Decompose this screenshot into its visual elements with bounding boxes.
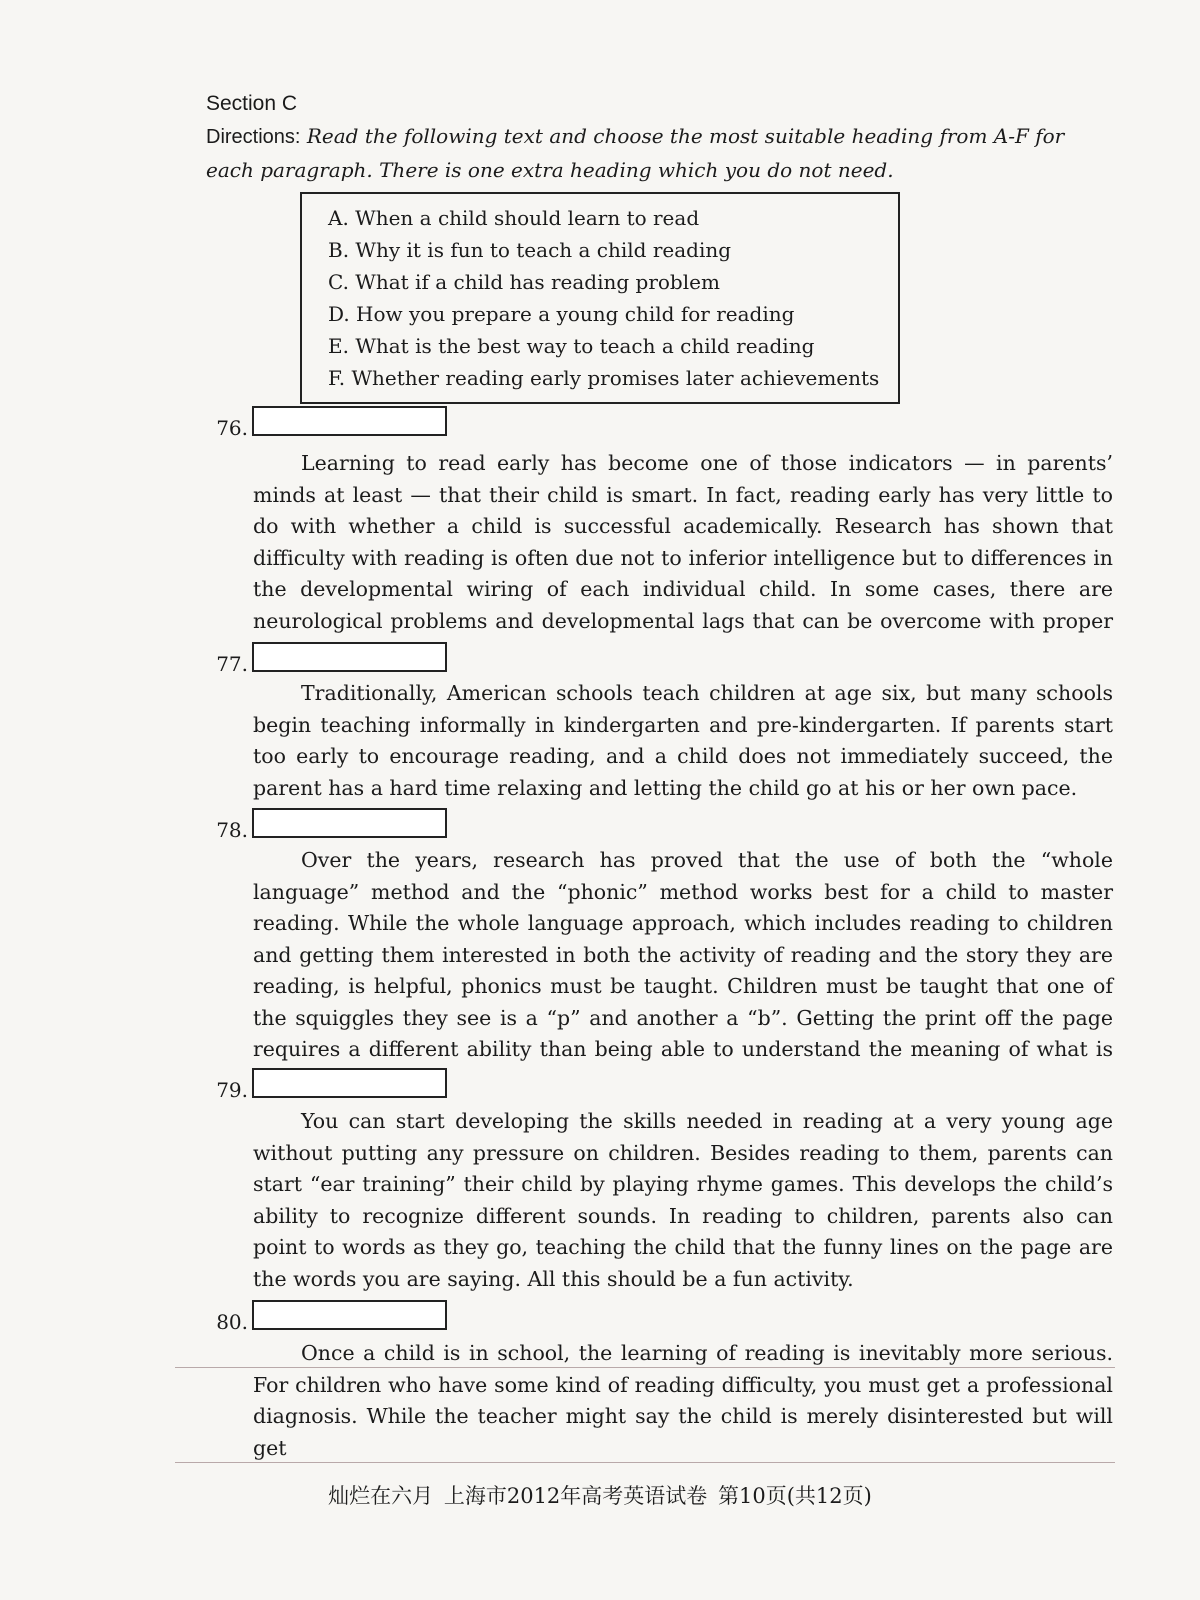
heading-option: B. Why it is fun to teach a child reading — [328, 238, 732, 262]
heading-option: D. How you prepare a young child for reading — [328, 302, 795, 326]
directions — [206, 120, 1106, 187]
heading-option: E. What is the best way to teach a child reading — [328, 334, 815, 358]
heading-option: C. What if a child has reading problem — [328, 270, 720, 294]
paragraph-76: Learning to read early has become one of those indicators — in parents’ minds at least — that their child is smart. In fact, reading early has very little to do with whether a child is successful academically. Research has shown that difficulty with reading is often due not to inferior intelligence but to differences in the developmental wiring of each individual child. In some cases, there are neurological problems and developmental lags that can be overcome with proper — [253, 451, 1113, 633]
paragraph-77: Traditionally, American schools teach children at age six, but many schools begin teaching informally in kindergarten and pre-kindergarten. If parents start too early to encourage reading, and a child does not immediately succeed, the parent has a hard time relaxing and letting the child go at his or her own pace. — [253, 681, 1113, 800]
footer-exam-title: 上海市2012年高考英语试卷 — [443, 1484, 708, 1508]
footer-page-number: 第10页(共12页) — [717, 1484, 872, 1508]
answer-box[interactable] — [252, 1300, 447, 1330]
page-footer — [0, 1480, 1200, 1510]
heading-option: F. Whether reading early promises later achievements — [328, 366, 880, 390]
answer-box[interactable] — [252, 406, 447, 436]
directions-text: Read the following text and choose the most suitable heading from A-F for each paragraph. There is one extra heading which you do not need. — [206, 124, 1065, 182]
question-number: 77. — [216, 652, 248, 676]
divider-line — [175, 1462, 1115, 1463]
footer-slogan: 灿烂在六月 — [328, 1484, 434, 1508]
answer-box[interactable] — [252, 1068, 447, 1098]
headings-box — [300, 192, 900, 404]
question-number: 79. — [216, 1078, 248, 1102]
paragraph-80: Once a child is in school, the learning of reading is inevitably more serious. For children who have some kind of reading difficulty, you must get a professional diagnosis. While the teacher might say the child is merely disinterested but will get — [253, 1341, 1113, 1460]
question-number: 76. — [216, 416, 248, 440]
paragraph-78: Over the years, research has proved that the use of both the “whole language” method and the “phonic” method works best for a child to master reading. While the whole language approach, which includes reading to children and getting them interested in both the activity of reading and the story they are reading, is helpful, phonics must be taught. Children must be taught that one of the squiggles they see is a “p” and another a “b”. Getting the print off the page requires a different ability than being able to understand the meaning of what is — [253, 848, 1113, 1061]
paragraph-79: You can start developing the skills needed in reading at a very young age without putting any pressure on children. Besides reading to them, parents can start “ear training” their child by playing rhyme games. This develops the child’s ability to recognize different sounds. In reading to children, parents also can point to words as they go, teaching the child that the funny lines on the page are the words you are saying. All this should be a fun activity. — [253, 1109, 1113, 1291]
answer-box[interactable] — [252, 808, 447, 838]
directions-label: Directions: — [206, 126, 301, 148]
question-number: 80. — [216, 1310, 248, 1334]
question-number: 78. — [216, 818, 248, 842]
answer-box[interactable] — [252, 642, 447, 672]
section-title: Section C — [206, 92, 298, 115]
heading-option: A. When a child should learn to read — [328, 206, 700, 230]
